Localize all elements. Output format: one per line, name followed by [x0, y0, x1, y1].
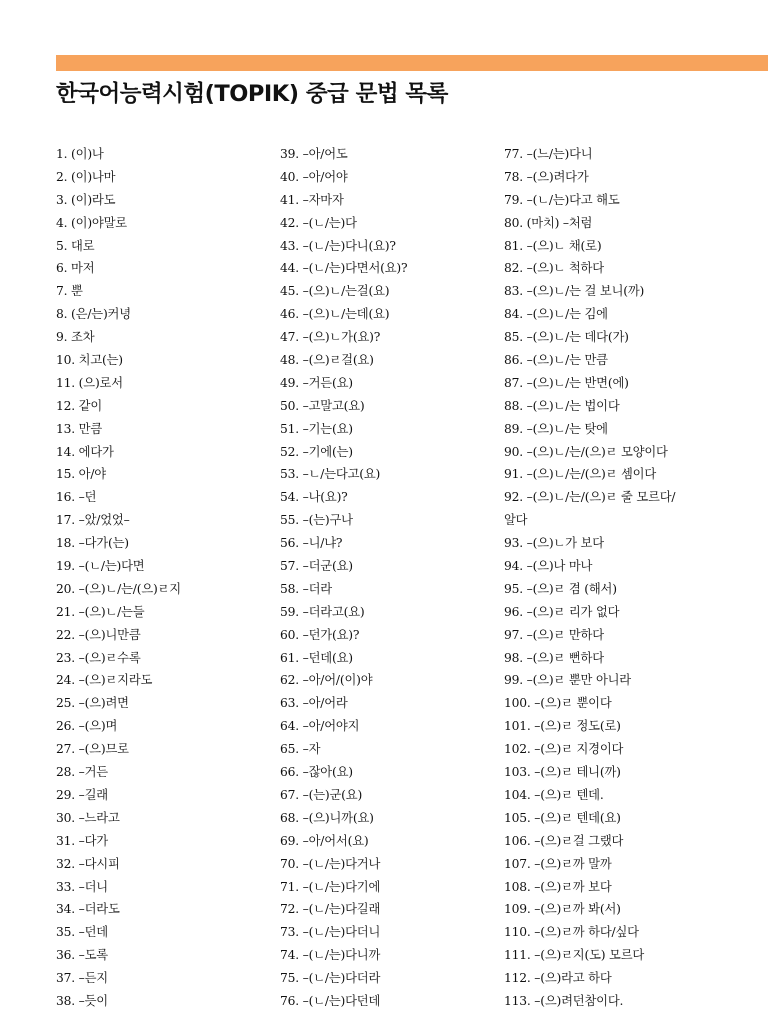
grammar-list-item: 78. –(으)려다가 — [504, 169, 589, 184]
grammar-list-item: 38. –듯이 — [56, 993, 108, 1008]
grammar-list-item: 1. (이)나 — [56, 147, 104, 161]
grammar-list-item: 81. –(으)ㄴ 채(로) — [504, 238, 602, 253]
grammar-list-item: 39. –아/어도 — [280, 147, 348, 161]
grammar-list-item: 89. –(으)ㄴ/는 탓에 — [504, 421, 608, 436]
grammar-list-item: 55. –(는)구나 — [280, 513, 353, 528]
grammar-list-item: 64. –아/어야지 — [280, 719, 360, 734]
grammar-list-item: 108. –(으)ㄹ까 보다 — [504, 879, 612, 894]
grammar-list-item: 54. –나(요)? — [280, 490, 348, 505]
grammar-list-item: 45. –(으)ㄴ/는걸(요) — [280, 284, 390, 299]
grammar-list-item: 58. –더라 — [280, 581, 332, 596]
grammar-list-item: 32. –다시피 — [56, 856, 120, 871]
grammar-list-item: 46. –(으)ㄴ/는데(요) — [280, 307, 390, 322]
grammar-list-item: 24. –(으)ㄹ지라도 — [56, 673, 153, 688]
grammar-list-item: 96. –(으)ㄹ 리가 없다 — [504, 604, 620, 619]
grammar-list-item: 82. –(으)ㄴ 척하다 — [504, 261, 604, 276]
grammar-list-item: 61. –던데(요) — [280, 650, 353, 665]
grammar-list-item: 44. –(ㄴ/는)다면서(요)? — [280, 261, 408, 276]
grammar-list-item: 73. –(ㄴ/는)다더니 — [280, 925, 381, 940]
grammar-list-item: 34. –더라도 — [56, 902, 120, 917]
grammar-list-item: 12. 같이 — [56, 398, 103, 413]
grammar-list-item: 74. –(ㄴ/는)다니까 — [280, 948, 381, 963]
grammar-list-item: 99. –(으)ㄹ 뿐만 아니라 — [504, 673, 631, 688]
grammar-list-item: 20. –(으)ㄴ/는/(으)ㄹ지 — [56, 581, 181, 596]
grammar-list-item: 35. –던데 — [56, 925, 108, 940]
grammar-list-item: 9. 조차 — [56, 330, 95, 345]
grammar-list-item: 65. –자 — [280, 742, 321, 757]
grammar-list-item: 14. 에다가 — [56, 444, 114, 459]
grammar-list-item: 56. –니/냐? — [280, 536, 343, 551]
grammar-list-item: 8. (은/는)커녕 — [56, 307, 131, 322]
grammar-list-item: 22. –(으)니만큼 — [56, 627, 141, 642]
grammar-list-item: 10. 치고(는) — [56, 353, 123, 368]
grammar-list-item: 16. –던 — [56, 490, 97, 505]
grammar-list-item: 62. –아/어/(이)야 — [280, 673, 373, 688]
grammar-list-item: 18. –다가(는) — [56, 536, 129, 551]
grammar-list-item: 6. 마저 — [56, 261, 95, 276]
grammar-list-item: 3. (이)라도 — [56, 192, 116, 207]
grammar-list-item: 28. –거든 — [56, 765, 108, 780]
grammar-list-item: 17. –았/었었– — [56, 513, 130, 528]
grammar-list-item: 76. –(ㄴ/는)다던데 — [280, 993, 381, 1008]
grammar-list-item: 33. –더니 — [56, 879, 108, 894]
grammar-list-item: 77. –(느/는)다니 — [504, 147, 593, 161]
grammar-list-item: 23. –(으)ㄹ수록 — [56, 650, 141, 665]
page-title: 한국어능력시험(TOPIK) 중급 문법 목록 — [56, 81, 448, 107]
grammar-list-item: 109. –(으)ㄹ까 봐(서) — [504, 902, 621, 917]
grammar-list-item: 68. –(으)니까(요) — [280, 810, 374, 825]
grammar-list-item: 52. –기에(는) — [280, 444, 353, 459]
grammar-list-item: 69. –아/어서(요) — [280, 833, 369, 848]
grammar-list-item: 87. –(으)ㄴ/는 반면(에) — [504, 375, 629, 390]
grammar-list-item: 98. –(으)ㄹ 뻔하다 — [504, 650, 604, 665]
grammar-list-item: 26. –(으)며 — [56, 719, 118, 734]
grammar-list-item: 113. –(으)려던참이다. — [504, 993, 624, 1008]
grammar-list-item: 93. –(으)ㄴ가 보다 — [504, 536, 604, 551]
grammar-list-item: 85. –(으)ㄴ/는 데다(가) — [504, 330, 629, 345]
grammar-list-item: 66. –잖아(요) — [280, 765, 353, 780]
grammar-list-item: 48. –(으)ㄹ걸(요) — [280, 353, 374, 368]
grammar-list-item: 111. –(으)ㄹ지(도) 모르다 — [504, 948, 645, 963]
grammar-list-item: 36. –도록 — [56, 948, 108, 963]
grammar-list-item: 알다 — [504, 513, 528, 528]
grammar-list-item: 30. –느라고 — [56, 810, 120, 825]
grammar-list-item: 67. –(는)군(요) — [280, 787, 363, 802]
grammar-list-item: 97. –(으)ㄹ 만하다 — [504, 627, 604, 642]
grammar-list-item: 57. –더군(요) — [280, 559, 353, 574]
grammar-list-item: 42. –(ㄴ/는)다 — [280, 215, 357, 230]
grammar-list-item: 31. –다가 — [56, 833, 108, 848]
grammar-list-item: 59. –더라고(요) — [280, 604, 365, 619]
grammar-list-item: 71. –(ㄴ/는)다기에 — [280, 879, 381, 894]
grammar-list-item: 94. –(으)나 마나 — [504, 559, 593, 574]
grammar-list-item: 84. –(으)ㄴ/는 김에 — [504, 307, 608, 322]
grammar-list-item: 86. –(으)ㄴ/는 만큼 — [504, 353, 608, 368]
grammar-list-item: 107. –(으)ㄹ까 말까 — [504, 856, 612, 871]
grammar-list-item: 79. –(ㄴ/는)다고 해도 — [504, 192, 620, 207]
grammar-list-item: 51. –기는(요) — [280, 421, 353, 436]
grammar-list-item: 37. –든지 — [56, 971, 108, 986]
grammar-list-item: 49. –거든(요) — [280, 375, 353, 390]
grammar-list-item: 21. –(으)ㄴ/는들 — [56, 604, 145, 619]
grammar-list-item: 11. (으)로서 — [56, 375, 123, 390]
orange-header-bar — [56, 55, 768, 71]
grammar-list-item: 83. –(으)ㄴ/는 걸 보니(까) — [504, 284, 645, 299]
grammar-list-item: 80. (마치) –처럼 — [504, 215, 593, 230]
grammar-list-item: 13. 만큼 — [56, 421, 103, 436]
grammar-list-item: 7. 뿐 — [56, 284, 83, 299]
grammar-list-item: 47. –(으)ㄴ가(요)? — [280, 330, 381, 345]
grammar-column-2 — [280, 144, 500, 1014]
grammar-list-item: 105. –(으)ㄹ 텐데(요) — [504, 810, 621, 825]
grammar-list-item: 53. –ㄴ/는다고(요) — [280, 467, 381, 482]
grammar-list-item: 90. –(으)ㄴ/는/(으)ㄹ 모양이다 — [504, 444, 668, 459]
grammar-list-item: 103. –(으)ㄹ 테니(까) — [504, 765, 621, 780]
grammar-list-item: 29. –길래 — [56, 787, 108, 802]
grammar-list-item: 15. 아/야 — [56, 467, 106, 482]
grammar-list-item: 41. –자마자 — [280, 192, 344, 207]
grammar-list-item: 75. –(ㄴ/는)다더라 — [280, 971, 381, 986]
grammar-list-item: 91. –(으)ㄴ/는/(으)ㄹ 셈이다 — [504, 467, 657, 482]
grammar-column-3 — [504, 144, 766, 1014]
grammar-list-item: 5. 대로 — [56, 238, 95, 253]
grammar-list-item: 4. (이)야말로 — [56, 215, 127, 230]
grammar-list-item: 100. –(으)ㄹ 뿐이다 — [504, 696, 612, 711]
grammar-list-item: 106. –(으)ㄹ걸 그랬다 — [504, 833, 624, 848]
grammar-list-item: 25. –(으)려면 — [56, 696, 129, 711]
grammar-list-item: 88. –(으)ㄴ/는 법이다 — [504, 398, 620, 413]
grammar-list-item: 50. –고말고(요) — [280, 398, 365, 413]
grammar-list-item: 19. –(ㄴ/는)다면 — [56, 559, 145, 574]
grammar-list-item: 101. –(으)ㄹ 정도(로) — [504, 719, 621, 734]
grammar-list-item: 2. (이)나마 — [56, 169, 116, 184]
grammar-list-item: 43. –(ㄴ/는)다니(요)? — [280, 238, 396, 253]
grammar-list-item: 27. –(으)므로 — [56, 742, 129, 757]
grammar-list-item: 72. –(ㄴ/는)다길래 — [280, 902, 381, 917]
grammar-column-1 — [56, 144, 271, 1014]
grammar-list-item: 70. –(ㄴ/는)다거나 — [280, 856, 381, 871]
grammar-list-item: 110. –(으)ㄹ까 하다/싶다 — [504, 925, 639, 940]
grammar-list-item: 95. –(으)ㄹ 겸 (해서) — [504, 581, 617, 596]
grammar-list-item: 40. –아/어야 — [280, 169, 348, 184]
grammar-list-item: 63. –아/어라 — [280, 696, 348, 711]
grammar-list-item: 92. –(으)ㄴ/는/(으)ㄹ 줄 모르다/ — [504, 490, 676, 505]
grammar-list-item: 102. –(으)ㄹ 지경이다 — [504, 742, 624, 757]
grammar-list-item: 60. –던가(요)? — [280, 627, 360, 642]
grammar-list-item: 112. –(으)라고 하다 — [504, 971, 612, 986]
grammar-list-item: 104. –(으)ㄹ 텐데. — [504, 787, 604, 802]
